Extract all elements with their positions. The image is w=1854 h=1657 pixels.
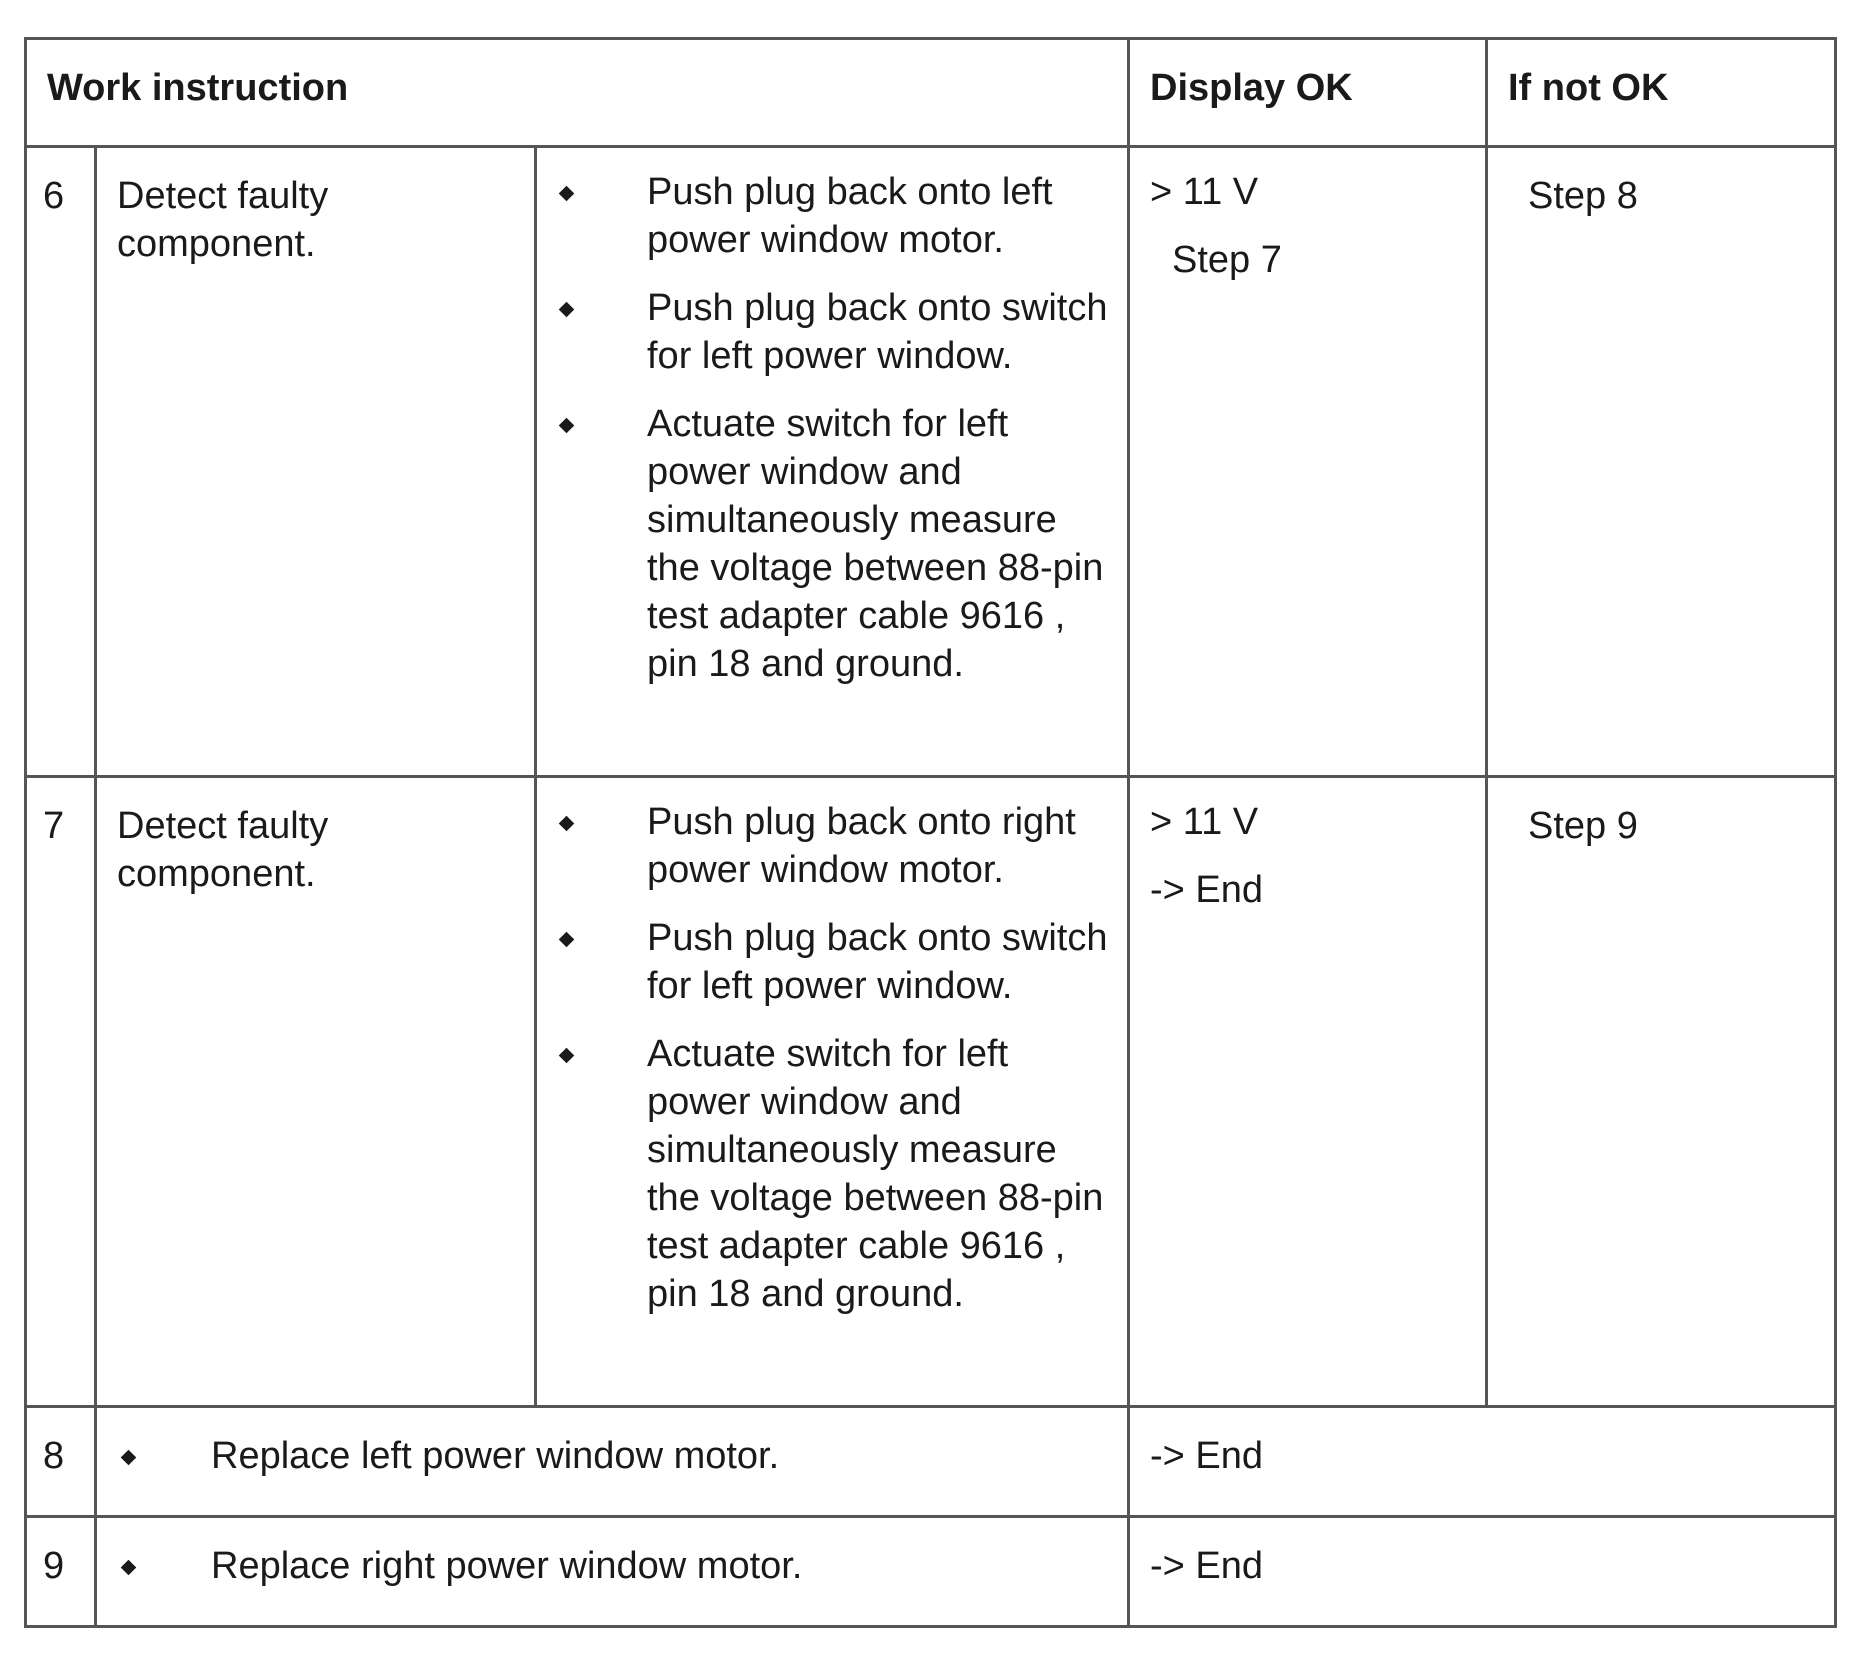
instruction-list: [557, 798, 1111, 1318]
instruction-text: Replace right power window motor.: [211, 1545, 803, 1587]
if-not-ok-cell: Step 9: [1487, 777, 1836, 1407]
display-ok-next-step: -> End: [1150, 869, 1264, 911]
instruction-item: Actuate switch for left power window and simultaneously measure the voltage between 88-pin test adapter cable 9616 , pin 18 and ground.: [557, 400, 1111, 688]
instruction-item: Actuate switch for left power window and simultaneously measure the voltage between 88-pin test adapter cable 9616 , pin 18 and ground.: [557, 1030, 1111, 1318]
if-not-ok-cell: Step 8: [1487, 147, 1836, 777]
table-row-step-9: [26, 1517, 1836, 1627]
instruction-list-cell: [536, 147, 1129, 777]
header-if-not-ok: If not OK: [1487, 39, 1836, 147]
instruction-text: Replace left power window motor.: [211, 1435, 780, 1477]
task-description: Detect faulty component.: [96, 147, 536, 777]
step-number: 6: [26, 147, 96, 777]
diamond-bullet-icon: [559, 186, 575, 202]
step-number: 7: [26, 777, 96, 1407]
diamond-bullet-icon: [121, 1560, 137, 1576]
display-ok-cell: [1129, 147, 1487, 777]
step-number: 8: [26, 1407, 96, 1517]
display-ok-cell: [1129, 777, 1487, 1407]
instruction-list: [557, 168, 1111, 688]
step-number: 9: [26, 1517, 96, 1627]
instruction-cell: [96, 1407, 1129, 1517]
table-row-step-7: [26, 777, 1836, 1407]
diamond-bullet-icon: [559, 1048, 575, 1064]
instruction-item: Push plug back onto switch for left power window.: [557, 284, 1111, 380]
diamond-bullet-icon: [121, 1450, 137, 1466]
header-work-instruction: Work instruction: [26, 39, 1129, 147]
instruction-item: Push plug back onto right power window motor.: [557, 798, 1111, 894]
work-instruction-table: [24, 37, 1837, 1628]
table-row-step-6: [26, 147, 1836, 777]
display-ok-value: > 11 V: [1150, 801, 1259, 843]
header-row: [26, 39, 1836, 147]
instruction-item: Push plug back onto left power window motor.: [557, 168, 1111, 264]
instruction-list-cell: [536, 777, 1129, 1407]
diamond-bullet-icon: [559, 932, 575, 948]
instruction-cell: [96, 1517, 1129, 1627]
instruction-item: Push plug back onto switch for left power window.: [557, 914, 1111, 1010]
display-ok-cell: -> End: [1129, 1517, 1836, 1627]
display-ok-value: > 11 V: [1150, 171, 1259, 213]
task-description: Detect faulty component.: [96, 777, 536, 1407]
diamond-bullet-icon: [559, 816, 575, 832]
display-ok-next-step: Step 7: [1172, 239, 1282, 281]
display-ok-cell: -> End: [1129, 1407, 1836, 1517]
diamond-bullet-icon: [559, 302, 575, 318]
diamond-bullet-icon: [559, 418, 575, 434]
table-row-step-8: [26, 1407, 1836, 1517]
header-display-ok: Display OK: [1129, 39, 1487, 147]
